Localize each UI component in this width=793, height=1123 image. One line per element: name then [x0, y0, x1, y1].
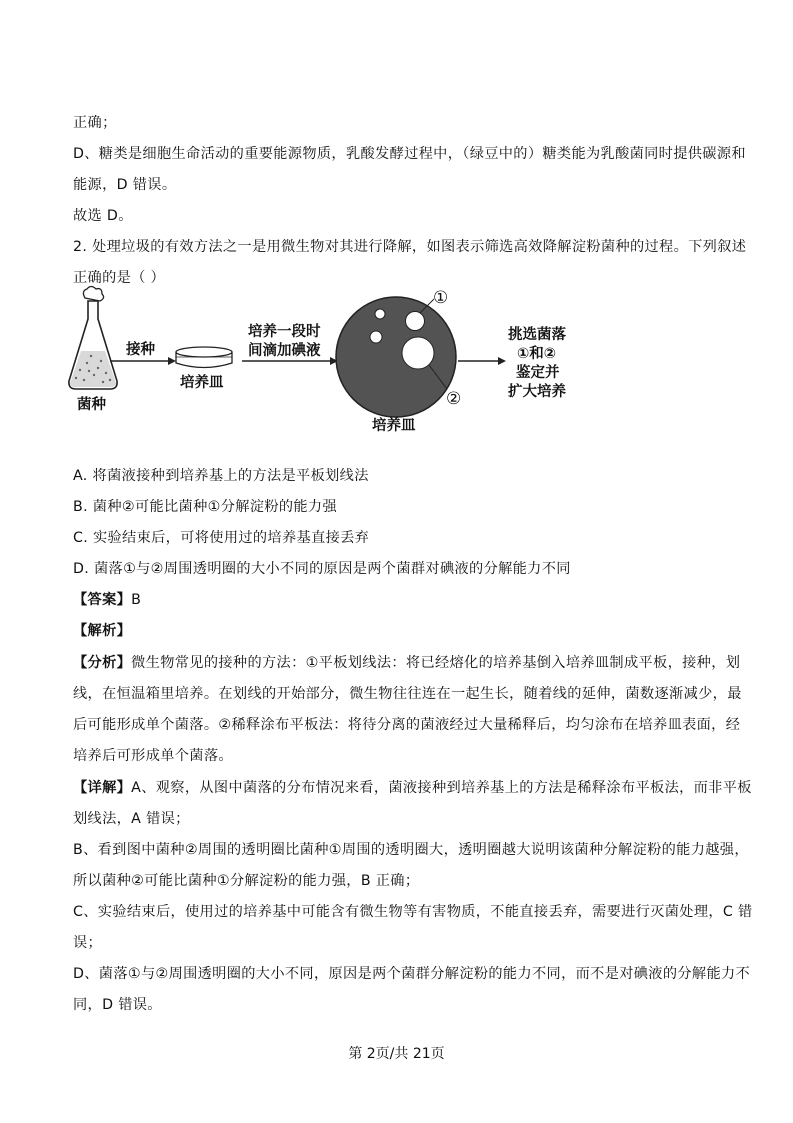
detail-p4-line-1: C、实验结束后，使用过的培养基中可能含有微生物等有害物质，不能直接丢弃，需要进行灭菌处理，C 错 — [73, 904, 753, 920]
question-stem-1: 2. 处理垃圾的有效方法之一是用微生物对其进行降解，如图表示筛选高效降解淀粉菌种的过程。下列叙述 — [73, 239, 747, 255]
detail-p2-line-1 — [73, 778, 752, 798]
analysis-tag: 【分析】 — [73, 655, 132, 671]
small-dish-label: 培养皿 — [180, 375, 224, 391]
big-dish — [336, 297, 456, 417]
marker-1: ① — [433, 288, 449, 308]
option-d: D. 菌落①与②周围透明圈的大小不同的原因是两个菌群对碘液的分解能力不同 — [73, 561, 571, 577]
experiment-figure — [60, 285, 620, 440]
arrow-2-label-1: 培养一段时 — [248, 324, 321, 340]
option-a: A. 将菌液接种到培养基上的方法是平板划线法 — [73, 468, 369, 484]
flask-label: 菌种 — [77, 397, 106, 413]
option-c: C. 实验结束后，可将使用过的培养基直接丢弃 — [73, 530, 370, 546]
answer-value: B — [131, 592, 142, 608]
answer-tag: 【答案】 — [73, 592, 132, 608]
prev-line-4: 故选 D。 — [73, 208, 133, 224]
analysis-p1-text-1: 微生物常见的接种的方法：①平板划线法：将已经熔化的培养基倒入培养皿制成平板，接种，划 — [131, 655, 741, 671]
detail-p3-line-2: 所以菌种②可能比菌种①分解淀粉的能力强，B 正确； — [73, 873, 420, 889]
detail-p2-text-1: A、观察，从图中菌落的分布情况来看，菌液接种到培养基上的方法是稀释涂布平板法，而非平板 — [131, 780, 752, 796]
analysis-p1-line-3: 后可能形成单个菌落。②稀释涂布平板法：将待分离的菌液经过大量稀释后，均匀涂布在培养皿表面，经 — [73, 717, 741, 733]
arrow-2-label-2: 间滴加碘液 — [248, 343, 321, 359]
detail-p5-line-2: 同，D 错误。 — [73, 997, 162, 1013]
prev-line-2: D、糖类是细胞生命活动的重要能源物质，乳酸发酵过程中，（绿豆中的）糖类能为乳酸菌同时提供碳源和 — [73, 146, 746, 162]
question-stem-2: 正确的是（ ） — [73, 270, 166, 286]
detail-p5-line-1: D、菌落①与②周围透明圈的大小不同，原因是两个菌群分解淀粉的能力不同，而不是对碘液的分解能力不 — [73, 966, 751, 982]
arrow-3 — [458, 357, 506, 365]
prev-line-3: 能源，D 错误。 — [73, 177, 177, 193]
result-line-4: 扩大培养 — [508, 384, 566, 400]
prev-line-1: 正确； — [73, 115, 117, 131]
result-line-2: ①和② — [517, 346, 557, 362]
analysis-p1-line-2: 线，在恒温箱里培养。在划线的开始部分，微生物往往连在一起生长，随着线的延伸，菌数逐渐减少，最 — [73, 686, 742, 702]
page-footer: 第 2页/共 21页 — [348, 1046, 445, 1062]
arrow-1-label: 接种 — [126, 342, 155, 358]
detail-p4-line-2: 误； — [73, 935, 103, 951]
flask-icon — [69, 287, 117, 390]
result-line-3: 鉴定并 — [516, 365, 560, 381]
detail-p2-line-2: 划线法，A 错误； — [73, 811, 190, 827]
big-dish-label: 培养皿 — [372, 418, 416, 434]
answer-line — [73, 590, 141, 610]
detail-p3-line-1: B、看到图中菌种②周围的透明圈比菌种①周围的透明圈大，透明圈越大说明该菌种分解淀粉的能力越强， — [73, 842, 749, 858]
result-line-1: 挑选菌落 — [508, 327, 566, 343]
option-b: B. 菌种②可能比菌种①分解淀粉的能力强 — [73, 499, 338, 515]
analysis-p1-line-1 — [73, 653, 740, 673]
analysis-p1-line-4: 培养后可形成单个菌落。 — [73, 748, 233, 764]
analysis-title: 【解析】 — [73, 623, 132, 639]
detail-tag: 【详解】 — [73, 780, 132, 796]
marker-2: ② — [446, 389, 462, 409]
arrow-1 — [110, 357, 176, 365]
small-dish-icon — [176, 347, 232, 368]
